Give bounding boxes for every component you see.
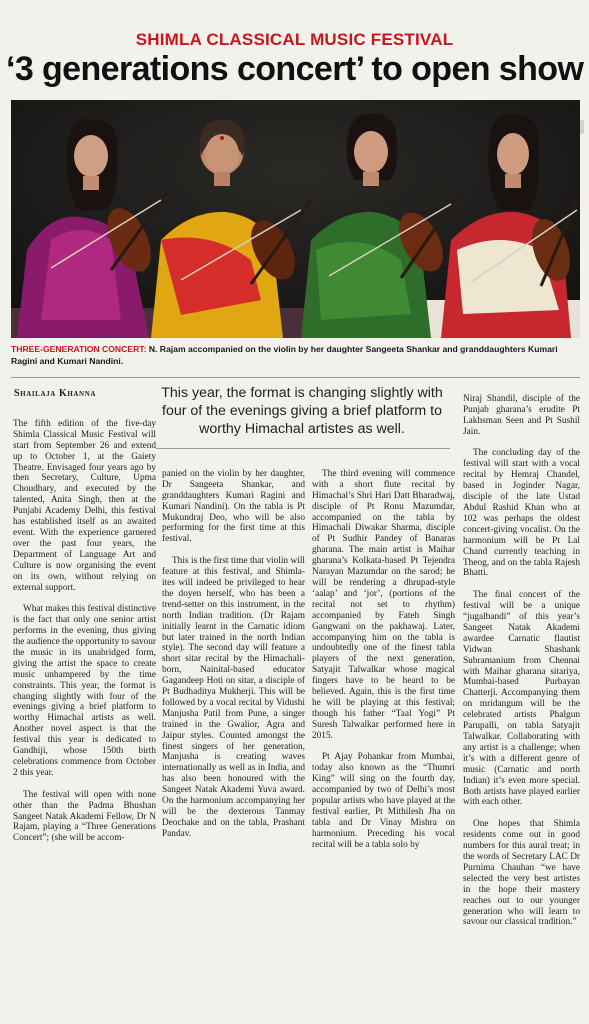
paragraph: panied on the violin by her daughter, Dr Sangeeta Shankar, and granddaughters Kumari Ragini and Kumari Nandini). On the tabla is Pt Mukundraj Deo, who will be also performing for the first time at this festival. xyxy=(162,468,305,545)
kicker: SHIMLA CLASSICAL MUSIC FESTIVAL xyxy=(135,30,454,49)
four-violinists-illustration xyxy=(11,100,580,338)
paragraph: Pt Ajay Pohankar from Mumbai, today also known as the “Thumri King” will sing on the fourth day, accompanied by two of Delhi’s most popular artists who have played at the festival earlier, Pt Mithilesh Jha on tabla and Dr Vinay Mishra on harmonium. Preceding his vocal recital will be a tabla solo by xyxy=(312,752,455,850)
paragraph: What makes this festival distinctive is the fact that only one senior artist performs in the evening, thus giving the audience the opportunity to savour the music in its unabridged form, giving the artist the space to create music unhampered by the time constraints. This year, the format is changing slightly with four of the evenings giving a brief platform to worthy Himachal artists as well. Another novel aspect is that the festival this year is dedicated to Gandhiji, whose 150th birth celebrations commence from October 2 this year. xyxy=(13,604,156,778)
paragraph: This is the first time that violin will feature at this festival, and Shimla-ites will indeed be privileged to hear the doyen herself, who has been a trend-setter on this instrument, in the north Indian tradition. (Dr Rajam initially learnt in the Carnatic idiom but later trained in the north Indian style). The second day will feature a short sitar recital by the Himachali-born, Nainital-based educator Gagandeep Hoti on sitar, a disciple of Pt Budhaditya Mukherji. This will be followed by a vocal recital by Vidushi Manjusha Patil from Pune, a singer trained in the Gwalior, Agra and Jaipur styles. Counted amongst the finest singers of her generation, Manjusha is creating waves internationally as well as in India, and has also been honoured with the Sangeet Natak Akademi Yuva award. On the harmonium accompanying her will be the dexterous Tanmay Deochake and on the tabla, Prashant Pandav. xyxy=(162,556,305,839)
paragraph: The final concert of the festival will be a unique “jugalbandi” of this year’s Sangeet Natak Akademi awardee Carnatic flautist Vidwan Shashank Subramanium from Chennai with Maihar gharana sitariya, Mumbai-based Purbayan Chatterji. Accompanying them on mridangum will be the celebrated artists Phalgun Parupalli, on tabla Satyajit Talwalkar. Collaborating with any artist is a challenge; when it’s with a different genre of music (Carnatic and north Indian) it’s even more special. Both artists have played earlier with each other. xyxy=(463,590,580,808)
byline: Shailaja Khanna xyxy=(14,388,97,399)
caption-text: N. Rajam accompanied on the violin by her daughter Sangeeta Shankar and granddaughters Kumari Ragini and Kumari Nandini. xyxy=(11,344,558,366)
pull-quote-divider xyxy=(156,448,450,449)
pull-quote: This year, the format is changing slightly with four of the evenings giving a brief platform to worthy Himachal artistes as well. xyxy=(161,385,443,437)
paragraph: The fifth edition of the five-day Shimla Classical Music Festival will start from September 26 and extend up to October 1, at the Gaiety Theatre. Envisaged four years ago by then Secretary, Culture, Upma Choudhary, and executed by the talented, Anita Singh, then at the Punjabi Academy Delhi, this festival has established itself as an awaited event. With the experience garnered over the past four years, the Department of Language Art and Culture is now organising the event on its own, without relying on external support. xyxy=(13,418,156,593)
article-column-3 xyxy=(312,458,455,862)
scrollbar[interactable] xyxy=(580,120,584,134)
paragraph: Niraj Shandil, disciple of the Punjab gharana’s erudite Pt Lakhsman Seen and Pt Sushil Jain. xyxy=(463,393,580,437)
caption-lead: THREE-GENERATION CONCERT: xyxy=(11,344,147,354)
headline: ‘3 generations concert’ to open show xyxy=(6,50,584,88)
paragraph: The festival will open with none other than the Padma Bhushan Sangeet Natak Akademi Fellow, Dr N Rajam, playing a “Three Generations Concert”; (she will be accom- xyxy=(13,789,156,844)
article-column-2 xyxy=(162,458,305,851)
paragraph: One hopes that Shimla residents come out in good numbers for this aural treat; in the words of Secretary LAC Dr Purnima Chauhan “we have selected the very best artistes in the hope their mastery reaches out to our younger generation who will learn to savour our classical tradition.” xyxy=(463,819,580,928)
article-column-1 xyxy=(13,408,156,855)
paragraph: The concluding day of the festival will start with a vocal recital by Hemraj Chandel, based in Joginder Nagar, disciple of the late Ustad Abdul Rashid Khan who at 102 was perhaps the oldest concert-giving vocalist. On the harmonium will be Pt Lal Chand currently teaching in Theog, and on the tabla Rajesh Bhatti. xyxy=(463,448,580,579)
paragraph: The third evening will commence with a short flute recital by Himachal’s Shri Hari Datt Bharadwaj, disciple of Pt Ronu Mazumdar, accompanied on the tabla by Himachali Diwakar Sharma, disciple of Pt Sudhir Pandey of Banaras gharana. The main artist is Maihar gharana’s Kolkata-based Pt Tejendra Narayan Mazumdar on the sarod; he will be rendering a dhrupad-style ‘aalap’ and ‘jor’, (portions of the recital not set to rhythm) accompanied by Fateh Singh Gangwani on the pakhawaj. Later, accompanying him on the tabla is undoubtedly one of the finest tabla players of the next generation, Satyajit Talwalkar whose magical fingers have to be heard to be believed. Again, this is the first time he will be playing at this festival; though his father “Taal Yogi” Pt Suresh Talwalkar performed here in 2015. xyxy=(312,468,455,741)
concert-photo xyxy=(11,100,580,338)
photo-caption xyxy=(11,343,580,367)
divider xyxy=(11,377,580,378)
article-column-4 xyxy=(463,383,580,939)
